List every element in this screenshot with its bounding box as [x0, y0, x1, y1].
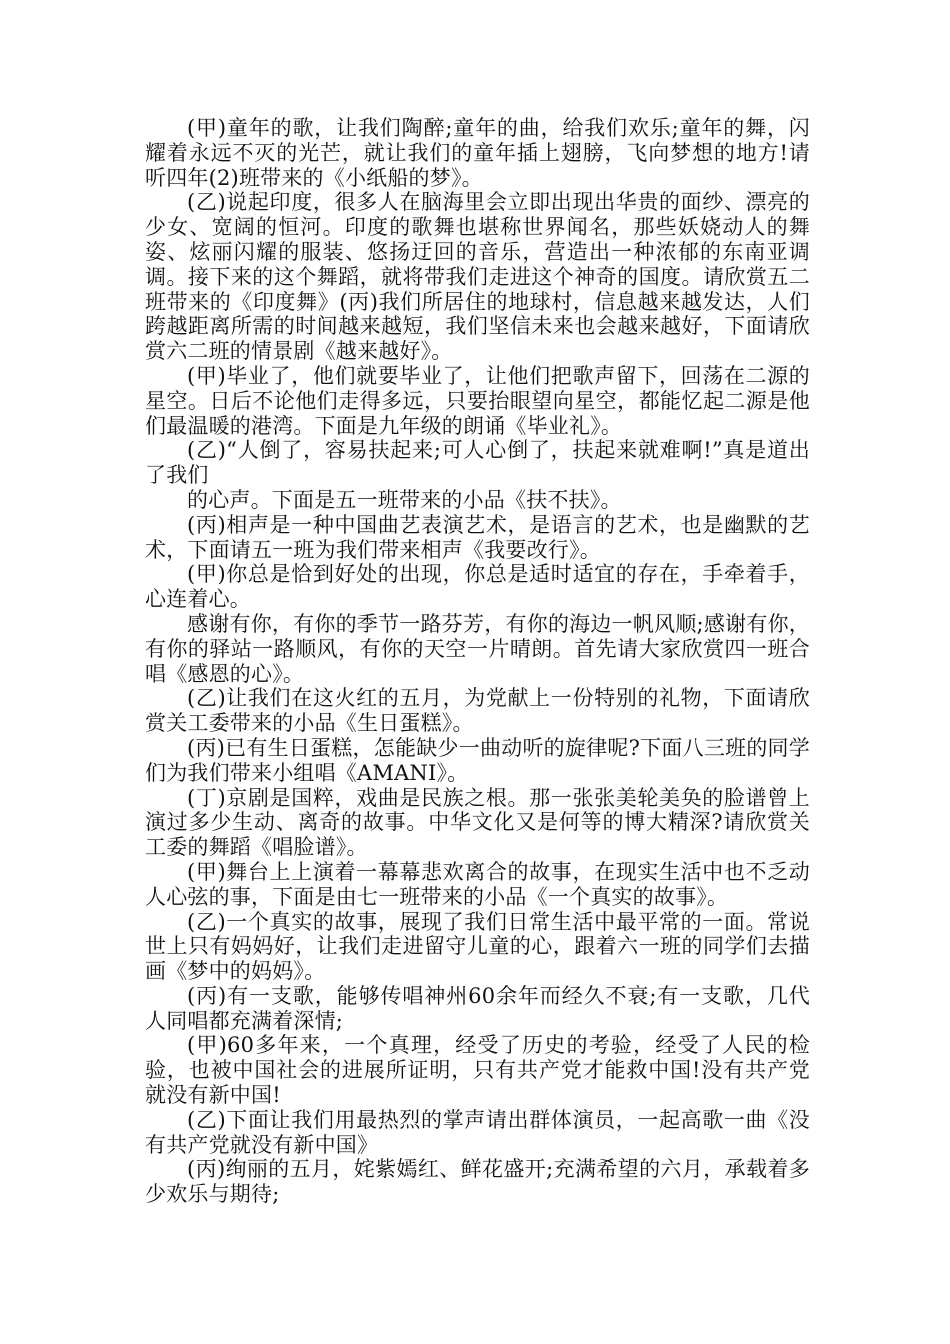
paragraph: (丙)已有生日蛋糕，怎能缺少一曲动听的旋律呢?下面八三班的同学们为我们带来小组唱《AMANI》。 [145, 735, 810, 785]
paragraph: 感谢有你，有你的季节一路芬芳，有你的海边一帆风顺;感谢有你，有你的驿站一路顺风，有你的天空一片晴朗。首先请大家欣赏四一班合唱《感恩的心》。 [145, 611, 810, 686]
paragraph: (乙)说起印度，很多人在脑海里会立即出现出华贵的面纱、漂亮的少女、宽阔的恒河。印度的歌舞也堪称世界闻名，那些妖娆动人的舞姿、炫丽闪耀的服装、悠扬迂回的音乐，营造出一种浓郁的东南亚调调。接下来的这个舞蹈，就将带我们走进这个神奇的国度。请欣赏五二班带来的《印度舞》(丙)我们所居住的地球村，信息越来越发达，人们跨越距离所需的时间越来越短，我们坚信未来也会越来越好，下面请欣赏六二班的情景剧《越来越好》。 [145, 190, 810, 364]
paragraph: (丙)绚丽的五月，姹紫嫣红、鲜花盛开;充满希望的六月，承载着多少欢乐与期待; [145, 1157, 810, 1207]
paragraph: (乙)一个真实的故事，展现了我们日常生活中最平常的一面。常说世上只有妈妈好，让我们走进留守儿童的心，跟着六一班的同学们去描画《梦中的妈妈》。 [145, 909, 810, 984]
paragraph: (乙)下面让我们用最热烈的掌声请出群体演员，一起高歌一曲《没有共产党就没有新中国》 [145, 1107, 810, 1157]
paragraph: (甲)你总是恰到好处的出现，你总是适时适宜的存在，手牵着手，心连着心。 [145, 562, 810, 612]
paragraph: (甲)舞台上上演着一幕幕悲欢离合的故事，在现实生活中也不乏动人心弦的事，下面是由七一班带来的小品《一个真实的故事》。 [145, 859, 810, 909]
paragraph: (甲)60多年来，一个真理，经受了历史的考验，经受了人民的检验，也被中国社会的进展所证明，只有共产党才能救中国!没有共产党就没有新中国! [145, 1033, 810, 1108]
paragraph: (甲)童年的歌，让我们陶醉;童年的曲，给我们欢乐;童年的舞，闪耀着永远不灭的光芒，就让我们的童年插上翅膀，飞向梦想的地方!请听四年(2)班带来的《小纸船的梦》。 [145, 116, 810, 190]
paragraph: (丁)京剧是国粹，戏曲是民族之根。那一张张美轮美奂的脸谱曾上演过多少生动、离奇的故事。中华文化又是何等的博大精深?请欣赏关工委的舞蹈《唱脸谱》。 [145, 785, 810, 860]
paragraph: 的心声。下面是五一班带来的小品《扶不扶》。 [187, 487, 622, 512]
paragraph: (乙)让我们在这火红的五月，为党献上一份特别的礼物，下面请欣赏关工委带来的小品《生日蛋糕》。 [145, 686, 810, 736]
document-body [145, 116, 810, 1207]
paragraph: (丙)相声是一种中国曲艺表演艺术，是语言的艺术，也是幽默的艺术，下面请五一班为我们带来相声《我要改行》。 [145, 512, 810, 562]
paragraph: (丙)有一支歌，能够传唱神州60余年而经久不衰;有一支歌，几代人同唱都充满着深情; [145, 983, 810, 1033]
paragraph: (乙)“人倒了，容易扶起来;可人心倒了，扶起来就难啊!”真是道出了我们 [145, 438, 810, 488]
paragraph: (甲)毕业了，他们就要毕业了，让他们把歌声留下，回荡在二源的星空。日后不论他们走得多远，只要抬眼望向星空，都能忆起二源是他们最温暖的港湾。下面是九年级的朗诵《毕业礼》。 [145, 363, 810, 438]
